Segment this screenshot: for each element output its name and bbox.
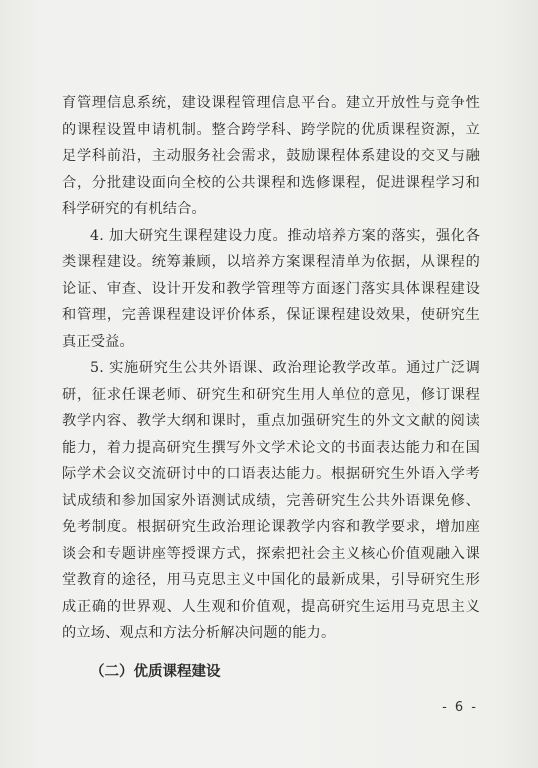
text-line: 教学内容、教学大纲和课时，重点加强研究生的外文文献的阅读 — [62, 413, 480, 429]
text-line: 研，征求任课老师、研究生和研究生用人单位的意见，修订课程 — [62, 386, 480, 403]
page-number: - 6 - — [442, 700, 478, 715]
body-text — [62, 90, 480, 647]
text-line: 育管理信息系统，建设课程管理信息平台。建立开放性与竞争性 — [62, 95, 480, 111]
text-line: 真正受益。 — [62, 333, 134, 350]
text-line: 的课程设置申请机制。整合跨学科、跨学院的优质课程资源，立 — [62, 121, 480, 138]
text-line: 类课程建设。统筹兼顾，以培养方案课程清单为依据，从课程的 — [62, 254, 480, 270]
text-line: 足学科前沿，主动服务社会需求，鼓励课程体系建设的交叉与融 — [62, 148, 480, 164]
text-line: 的立场、观点和方法分析解决问题的能力。 — [62, 625, 336, 641]
section-heading: （二）优质课程建设 — [90, 664, 221, 680]
text-line: 科学研究的有机结合。 — [62, 201, 206, 217]
paragraph-4-start: 4. 加大研究生课程建设力度。推动培养方案的落实，强化各 — [90, 227, 480, 244]
text-line: 免考制度。根据研究生政治理论课教学内容和教学要求，增加座 — [62, 519, 480, 535]
text-line: 论证、审查、设计开发和教学管理等方面逐门落实具体课程建设 — [62, 280, 480, 297]
text-line: 堂教育的途径，用马克思主义中国化的最新成果，引导研究生形 — [62, 572, 480, 588]
text-line: 合，分批建设面向全校的公共课程和选修课程，促进课程学习和 — [62, 174, 480, 191]
text-line: 谈会和专题讲座等授课方式，探索把社会主义核心价值观融入课 — [62, 545, 480, 562]
paragraph-5-start: 5. 实施研究生公共外语课、政治理论教学改革。通过广泛调 — [90, 360, 480, 376]
text-line: 和管理，完善课程建设评价体系，保证课程建设效果，使研究生 — [62, 307, 480, 323]
text-line: 成正确的世界观、人生观和价值观，提高研究生运用马克思主义 — [62, 598, 480, 615]
text-line: 能力，着力提高研究生撰写外文学术论文的书面表达能力和在国 — [62, 439, 480, 456]
text-line: 际学术会议交流研讨中的口语表达能力。根据研究生外语入学考 — [62, 466, 480, 482]
text-line: 试成绩和参加国家外语测试成绩，完善研究生公共外语课免修、 — [62, 492, 480, 509]
